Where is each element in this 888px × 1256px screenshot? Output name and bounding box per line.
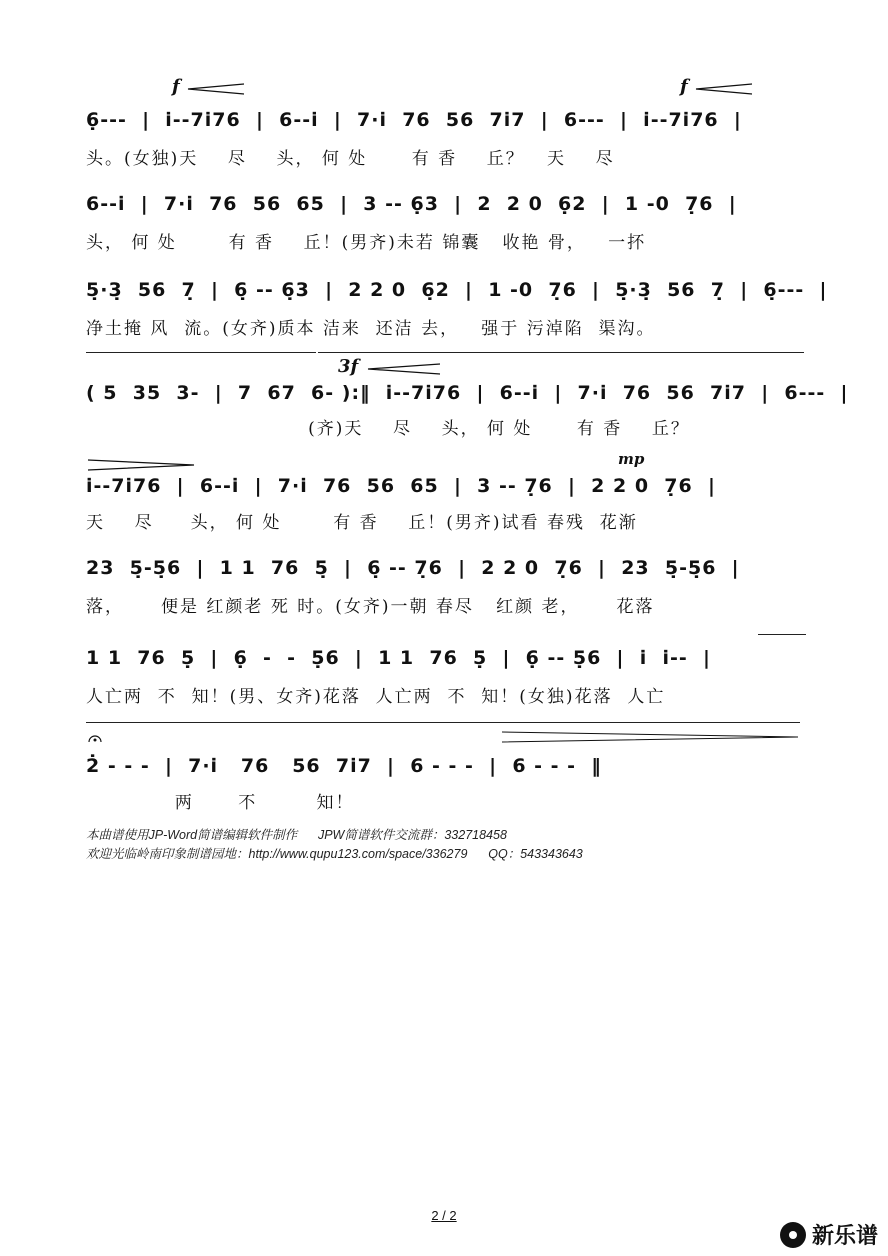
crescendo-hairpin bbox=[186, 82, 246, 96]
system-5 bbox=[86, 450, 806, 540]
decrescendo-hairpin bbox=[86, 458, 196, 472]
system-2 bbox=[86, 186, 806, 266]
lyrics-line: (齐)天 尽 头， 何 处 有 香 丘？ bbox=[86, 418, 690, 439]
lyrics-line: 两 不 知！ bbox=[86, 792, 355, 813]
system-4 bbox=[86, 352, 849, 442]
notation-line: 23 5̣-5̣6 | 1 1 76 5̣ | 6̣ -- 7̣6 | 2 2 0 7̣6 | 23 5̣-5̣6 | bbox=[86, 557, 740, 579]
notation-line: i̇--7i̇76 | 6--i̇ | 7·i̇ 76 56 65 | 3 -- 7̣6 | 2 2 0 7̣6 | bbox=[86, 475, 716, 497]
lyrics-line: 人亡两 不 知！(男、女齐)花落 人亡两 不 知！(女独)花落 人亡 bbox=[86, 686, 666, 707]
logo bbox=[780, 1219, 878, 1250]
system-8 bbox=[86, 726, 806, 816]
notation-line: 2̇ - - - | 7·i̇ 76 56 7i̇7 | 6 - - - | 6 - - - ‖ bbox=[86, 755, 602, 777]
dynamic-marking: mp bbox=[618, 450, 645, 468]
system-1 bbox=[86, 76, 806, 180]
footer-contact: 欢迎光临岭南印象制谱园地：http://www.qupu123.com/space/336279 QQ：543343643 bbox=[86, 847, 583, 861]
notation-line: 5̣·3̣ 56 7̣ | 6̣ -- 6̣3 | 2 2 0 6̣2 | 1 -0 7̣6 | 5̣·3̣ 56 7̣ | 6̣--- | bbox=[86, 279, 828, 301]
crescendo-hairpin bbox=[366, 362, 442, 376]
footer-credit: 本曲谱使用JP-Word简谱编辑软件制作 JPW简谱软件交流群：332718458 bbox=[86, 828, 507, 842]
lyrics-line: 头， 何 处 有 香 丘！(男齐)未若 锦囊 收艳 骨， 一抔 bbox=[86, 232, 647, 253]
system-7 bbox=[86, 632, 806, 712]
lyrics-line: 净土掩 风 流。(女齐)质本 洁来 还洁 去， 强于 污淖陷 渠沟。 bbox=[86, 318, 656, 339]
logo-text: 新乐谱 bbox=[811, 1224, 878, 1249]
notation-line: 1 1 76 5̣ | 6̣ - - 5̣6 | 1 1 76 5̣ | 6̣ -- 5̣6 | i̇ i̇-- | bbox=[86, 647, 711, 669]
dynamic-marking: 3f bbox=[338, 356, 359, 377]
page-number bbox=[0, 1208, 888, 1223]
fermata-icon bbox=[88, 730, 102, 744]
decrescendo-hairpin bbox=[500, 730, 800, 744]
notation-line: 6--i̇ | 7·i̇ 76 56 65 | 3 -- 6̣3 | 2 2 0 6̣2 | 1 -0 7̣6 | bbox=[86, 193, 737, 215]
lyrics-line: 头。(女独)天 尽 头， 何 处 有 香 丘？ 天 尽 bbox=[86, 148, 615, 169]
lyrics-line: 落， 便是 红颜老 死 时。(女齐)一朝 春尽 红颜 老， 花落 bbox=[86, 596, 655, 617]
system-3 bbox=[86, 272, 828, 352]
lyrics-line: 天 尽 头， 何 处 有 香 丘！(男齐)试看 春残 花渐 bbox=[86, 512, 638, 533]
page-number-text: 2 / 2 bbox=[431, 1208, 457, 1223]
dynamic-marking: f bbox=[172, 76, 180, 97]
slur-line bbox=[758, 634, 806, 635]
system-6 bbox=[86, 544, 806, 624]
dynamic-marking: f bbox=[680, 76, 688, 97]
notation-line: 6̣--- | i̇--7i̇76 | 6--i̇ | 7·i̇ 76 56 7i̇7 | 6--- | i̇--7i̇76 | bbox=[86, 109, 742, 131]
record-disc-icon bbox=[780, 1222, 806, 1248]
notation-line: ( 5 35 3- | 7 67 6- ):‖ i̇--7i̇76 | 6--i̇ | 7·i̇ 76 56 7i̇7 | 6--- | bbox=[86, 382, 849, 404]
volta-line bbox=[86, 722, 800, 723]
crescendo-hairpin bbox=[694, 82, 754, 96]
